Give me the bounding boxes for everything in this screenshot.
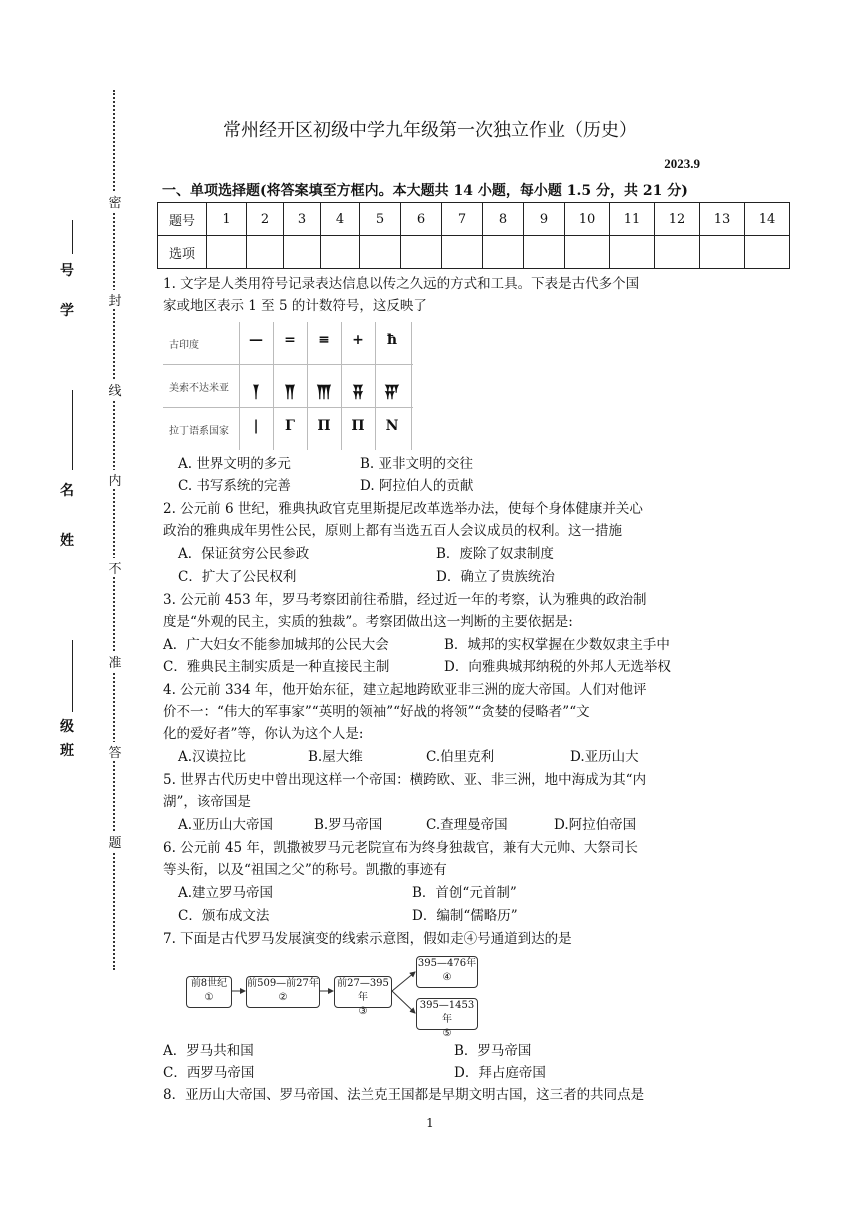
question-text: 7. 下面是古代罗马发展演变的线索示意图，假如走④号通道到达的是 bbox=[163, 931, 572, 947]
question-text: 2. 公元前 6 世纪，雅典执政官克里斯提尼改革选举办法，使每个身体健康并关心 bbox=[163, 501, 643, 517]
option-d[interactable]: D．确立了贵族统治 bbox=[436, 569, 555, 585]
answer-cell[interactable] bbox=[655, 236, 700, 269]
question-text: 度是“外观的民主，实质的独裁”。考察团做出这一判断的主要依据是: bbox=[163, 614, 573, 630]
numeral-symbol: 𒐘 bbox=[352, 385, 364, 401]
answer-cell[interactable] bbox=[207, 236, 247, 269]
option-c[interactable]: C．西罗马帝国 bbox=[163, 1065, 255, 1081]
question-number: 13 bbox=[700, 203, 745, 236]
question-number: 6 bbox=[401, 203, 442, 236]
option-b[interactable]: B．城邦的实权掌握在少数奴隶主手中 bbox=[444, 637, 670, 653]
question-number: 4 bbox=[321, 203, 360, 236]
node-period: 前8世纪 bbox=[190, 978, 228, 989]
answer-cell[interactable] bbox=[360, 236, 401, 269]
option-b[interactable]: B．首创“元首制” bbox=[412, 885, 517, 901]
section-heading: 一、单项选择题(将答案填至方框内。本大题共 14 小题，每小题 1.5 分，共 21 分) bbox=[162, 183, 688, 199]
answer-table bbox=[157, 202, 790, 269]
numeral-symbol: ≡ bbox=[318, 332, 330, 348]
option-a[interactable]: A. 世界文明的多元 bbox=[178, 456, 291, 472]
node-period: 前27—395年 bbox=[337, 978, 389, 1003]
field-label: 号 bbox=[60, 263, 74, 279]
answer-table-answer-row bbox=[158, 236, 790, 269]
numeral-symbol: + bbox=[352, 332, 364, 348]
numeral-symbol: 𒐙 bbox=[383, 385, 401, 401]
option-c[interactable]: C.查理曼帝国 bbox=[426, 817, 508, 833]
option-b[interactable]: B.屋大维 bbox=[308, 749, 363, 765]
option-c[interactable]: C.伯里克利 bbox=[426, 749, 495, 765]
numeral-symbol: Π bbox=[351, 418, 365, 434]
write-line bbox=[72, 640, 73, 712]
field-label: 级 bbox=[60, 719, 74, 735]
node-mark: ④ bbox=[442, 972, 452, 983]
question-text: 6. 公元前 45 年，凯撒被罗马元老院宣布为终身独裁官，兼有大元帅、大祭司长 bbox=[163, 840, 638, 856]
option-d[interactable]: D.阿拉伯帝国 bbox=[554, 817, 637, 833]
option-a[interactable]: A.建立罗马帝国 bbox=[178, 885, 274, 901]
seal-char: 准 bbox=[108, 652, 122, 671]
field-label: 名 bbox=[60, 483, 74, 499]
option-a[interactable]: A．广大妇女不能参加城邦的公民大会 bbox=[163, 637, 389, 653]
option-d[interactable]: D．编制“儒略历” bbox=[412, 908, 518, 924]
question-text: 4. 公元前 334 年，他开始东征，建立起地跨欧亚非三洲的庞大帝国。人们对他评 bbox=[163, 682, 647, 698]
question-text: 湖”，该帝国是 bbox=[163, 794, 251, 810]
numeral-symbol: | bbox=[253, 418, 259, 434]
option-c[interactable]: C．颁布成文法 bbox=[178, 908, 270, 924]
node-period: 395—476年 bbox=[417, 958, 477, 969]
page-number: 1 bbox=[426, 1116, 434, 1130]
option-b[interactable]: B. 亚非文明的交往 bbox=[360, 456, 474, 472]
question-number: 8 bbox=[483, 203, 524, 236]
numeral-symbol: 𒐕 bbox=[252, 385, 260, 401]
seal-char: 答 bbox=[108, 742, 122, 761]
option-a[interactable]: A．罗马共和国 bbox=[163, 1043, 254, 1059]
seal-char: 不 bbox=[108, 558, 122, 577]
table-row bbox=[163, 365, 413, 408]
numeral-symbol: 𒐖 bbox=[284, 385, 296, 401]
row-label: 古印度 bbox=[169, 340, 199, 351]
node-period: 前509—前27年 bbox=[247, 978, 319, 989]
question-text: 家或地区表示 1 至 5 的计数符号，这反映了 bbox=[163, 298, 427, 314]
seal-char: 题 bbox=[108, 832, 122, 851]
option-a[interactable]: A．保证贫穷公民参政 bbox=[178, 546, 310, 562]
write-line bbox=[72, 220, 73, 254]
numeral-symbol: Γ bbox=[285, 418, 295, 434]
question-number: 5 bbox=[360, 203, 401, 236]
row-label: 美索不达米亚 bbox=[169, 383, 229, 394]
question-text: 政治的雅典成年男性公民，原则上都有当选五百人会议成员的权利。这一措施 bbox=[163, 523, 622, 539]
numeral-table bbox=[163, 322, 413, 450]
seal-char: 封 bbox=[108, 290, 122, 309]
question-text: 3. 公元前 453 年，罗马考察团前往希腊，经过近一年的考察，认为雅典的政治制 bbox=[163, 592, 647, 608]
question-number: 10 bbox=[565, 203, 610, 236]
numeral-symbol: — bbox=[249, 332, 263, 348]
question-number: 9 bbox=[524, 203, 565, 236]
question-text: 化的爱好者”等，你认为这个人是: bbox=[163, 726, 364, 742]
field-label: 班 bbox=[60, 743, 74, 759]
table-row bbox=[163, 408, 413, 450]
student-name-field[interactable] bbox=[60, 390, 94, 560]
numeral-symbol: 𒐗 bbox=[315, 385, 333, 401]
table-row bbox=[163, 322, 413, 365]
question-number: 11 bbox=[610, 203, 655, 236]
seal-char: 内 bbox=[108, 470, 122, 489]
answer-cell[interactable] bbox=[442, 236, 483, 269]
field-label: 学 bbox=[60, 303, 74, 319]
option-c[interactable]: C．雅典民主制实质是一种直接民主制 bbox=[163, 659, 390, 675]
question-number: 7 bbox=[442, 203, 483, 236]
timeline-arrows bbox=[186, 950, 486, 1040]
numeral-symbol: = bbox=[284, 332, 296, 348]
table-header: 题号 bbox=[158, 203, 207, 236]
answer-cell[interactable] bbox=[700, 236, 745, 269]
numeral-symbol: Π bbox=[317, 418, 331, 434]
student-id-field[interactable] bbox=[60, 220, 94, 340]
answer-cell[interactable] bbox=[483, 236, 524, 269]
question-number: 2 bbox=[247, 203, 284, 236]
answer-cell[interactable] bbox=[401, 236, 442, 269]
option-c[interactable]: C. 书写系统的完善 bbox=[178, 478, 291, 494]
answer-cell[interactable] bbox=[610, 236, 655, 269]
question-number: 12 bbox=[655, 203, 700, 236]
option-c[interactable]: C．扩大了公民权利 bbox=[178, 569, 297, 585]
option-a[interactable]: A.亚历山大帝国 bbox=[178, 817, 274, 833]
answer-cell[interactable] bbox=[745, 236, 790, 269]
option-b[interactable]: B.罗马帝国 bbox=[314, 817, 383, 833]
question-number: 14 bbox=[745, 203, 790, 236]
numeral-symbol: ħ bbox=[386, 332, 398, 348]
page-title: 常州经开区初级中学九年级第一次独立作业（历史） bbox=[223, 120, 637, 141]
option-d[interactable]: D.亚历山大 bbox=[570, 749, 639, 765]
exam-date: 2023.9 bbox=[664, 156, 700, 171]
question-number: 1 bbox=[207, 203, 247, 236]
write-line bbox=[72, 390, 73, 470]
question-number: 3 bbox=[284, 203, 321, 236]
option-b[interactable]: B．废除了奴隶制度 bbox=[436, 546, 554, 562]
question-text: 等头衔，以及“祖国之父”的称号。凯撒的事迹有 bbox=[163, 862, 447, 878]
numeral-symbol: Ν bbox=[385, 418, 399, 434]
row-label: 拉丁语系国家 bbox=[169, 426, 229, 437]
question-text: 价不一：“伟大的军事家”“英明的领袖”“好战的将领”“贪婪的侵略者”“文 bbox=[163, 704, 590, 720]
answer-cell[interactable] bbox=[524, 236, 565, 269]
option-d[interactable]: D．拜占庭帝国 bbox=[454, 1065, 546, 1081]
answer-cell[interactable] bbox=[321, 236, 360, 269]
question-text: 8．亚历山大帝国、罗马帝国、法兰克王国都是早期文明古国，这三者的共同点是 bbox=[163, 1087, 645, 1103]
option-a[interactable]: A.汉谟拉比 bbox=[178, 749, 247, 765]
option-d[interactable]: D. 阿拉伯人的贡献 bbox=[360, 478, 474, 494]
answer-cell[interactable] bbox=[565, 236, 610, 269]
node-mark: ③ bbox=[358, 1006, 368, 1017]
answer-table-header-row bbox=[158, 203, 790, 236]
node-mark: ② bbox=[278, 992, 288, 1003]
class-field[interactable] bbox=[60, 640, 94, 770]
answer-cell[interactable] bbox=[247, 236, 284, 269]
question-text: 5. 世界古代历史中曾出现这样一个帝国：横跨欧、亚、非三洲，地中海成为其“内 bbox=[163, 772, 647, 788]
node-mark: ① bbox=[204, 992, 214, 1003]
table-header: 选项 bbox=[158, 236, 207, 269]
field-label: 姓 bbox=[60, 533, 74, 549]
node-mark: ⑤ bbox=[442, 1028, 452, 1039]
seal-char: 线 bbox=[108, 380, 122, 399]
seal-char: 密 bbox=[108, 192, 122, 211]
node-period: 395—1453年 bbox=[419, 1000, 475, 1025]
question-text: 1. 文字是人类用符号记录表达信息以传之久远的方式和工具。下表是古代多个国 bbox=[163, 276, 640, 292]
answer-cell[interactable] bbox=[284, 236, 321, 269]
option-d[interactable]: D．向雅典城邦纳税的外邦人无选举权 bbox=[444, 659, 671, 675]
option-b[interactable]: B．罗马帝国 bbox=[454, 1043, 532, 1059]
